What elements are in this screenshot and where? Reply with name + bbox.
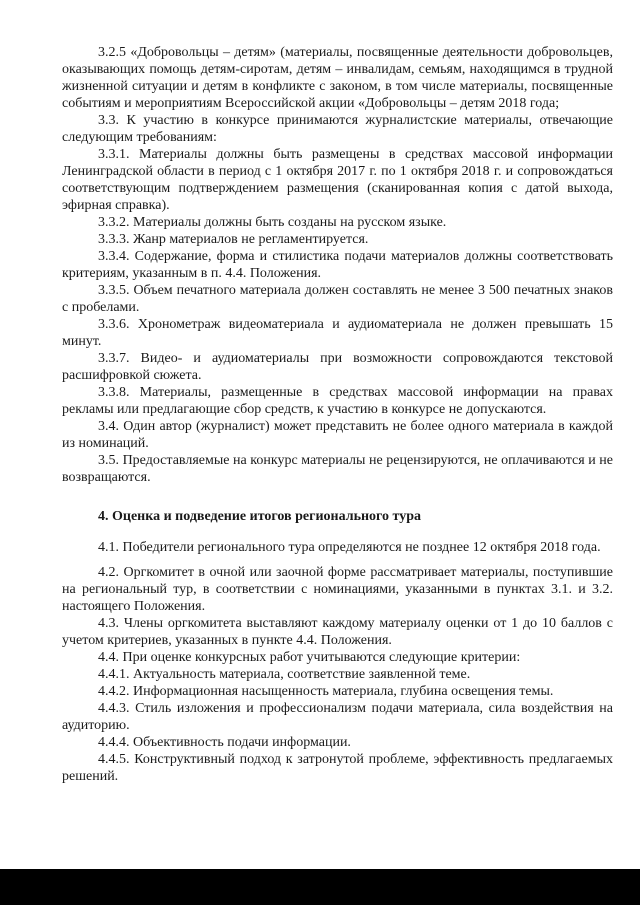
section-4-body xyxy=(62,539,613,785)
section-4-heading: 4. Оценка и подведение итогов регионального тура xyxy=(98,509,422,524)
paragraph-3-5: 3.5. Предоставляемые на конкурс материалы не рецензируются, не оплачиваются и не возвращаются. xyxy=(62,453,613,485)
paragraph-3-3-2: 3.3.2. Материалы должны быть созданы на русском языке. xyxy=(98,215,447,230)
paragraph-3-4: 3.4. Один автор (журналист) может представить не более одного материала в каждой из номинаций. xyxy=(62,419,613,451)
paragraph-3-3-6: 3.3.6. Хронометраж видеоматериала и аудиоматериала не должен превышать 15 минут. xyxy=(62,317,613,349)
paragraph-3-3-4: 3.3.4. Содержание, форма и стилистика подачи материалов должны соответствовать критериям, указанным в п. 4.4. Положения. xyxy=(62,249,613,281)
paragraph-4-4-5: 4.4.5. Конструктивный подход к затронутой проблеме, эффективность предлагаемых решений. xyxy=(62,752,613,784)
paragraph-4-1: 4.1. Победители регионального тура определяются не позднее 12 октября 2018 года. xyxy=(98,540,601,555)
paragraph-4-4-1: 4.4.1. Актуальность материала, соответствие заявленной теме. xyxy=(98,667,471,682)
paragraph-3-3-3: 3.3.3. Жанр материалов не регламентируется. xyxy=(98,232,369,247)
paragraph-3-3-7: 3.3.7. Видео- и аудиоматериалы при возможности сопровождаются текстовой расшифровкой сюжета. xyxy=(62,351,613,383)
paragraph-3-3: 3.3. К участию в конкурсе принимаются журналистские материалы, отвечающие следующим требованиям: xyxy=(62,113,613,145)
paragraph-3-3-1: 3.3.1. Материалы должны быть размещены в средствах массовой информации Ленинградской области в период с 1 октября 2017 г. по 1 октября 2018 г. и сопровождаться соответствующим подтверждением размещения (сканированная копия с датой выхода, эфирная справка). xyxy=(62,147,613,213)
paragraph-3-2-5: 3.2.5 «Добровольцы – детям» (материалы, посвященные деятельности добровольцев, оказывающих помощь детям-сиротам, детям – инвалидам, семьям, находящимся в трудной жизненной ситуации и детям в конфликте с законом, в том числе материалы, посвященные событиям и мероприятиям Всероссийской акции «Добровольцы – детям 2018 года; xyxy=(62,45,613,111)
paragraph-4-2: 4.2. Оргкомитет в очной или заочной форме рассматривает материалы, поступившие на региональный тур, в соответствии с номинациями, указанными в пунктах 3.1. и 3.2. настоящего Положения. xyxy=(62,565,613,614)
scan-footer-bar xyxy=(0,869,640,905)
document-page xyxy=(62,44,613,785)
paragraph-3-3-8: 3.3.8. Материалы, размещенные в средствах массовой информации на правах рекламы или предлагающие сбор средств, к участию в конкурсе не допускаются. xyxy=(62,385,613,417)
section-3-body xyxy=(62,44,613,486)
paragraph-4-4: 4.4. При оценке конкурсных работ учитываются следующие критерии: xyxy=(98,650,521,665)
paragraph-4-4-2: 4.4.2. Информационная насыщенность материала, глубина освещения темы. xyxy=(98,684,554,699)
paragraph-4-4-4: 4.4.4. Объективность подачи информации. xyxy=(98,735,351,750)
paragraph-4-4-3: 4.4.3. Стиль изложения и профессионализм подачи материала, сила воздействия на аудиторию. xyxy=(62,701,613,733)
paragraph-3-3-5: 3.3.5. Объем печатного материала должен составлять не менее 3 500 печатных знаков с пробелами. xyxy=(62,283,613,315)
paragraph-4-3: 4.3. Члены оргкомитета выставляют каждому материалу оценки от 1 до 10 баллов с учетом критериев, указанных в пункте 4.4. Положения. xyxy=(62,616,613,648)
